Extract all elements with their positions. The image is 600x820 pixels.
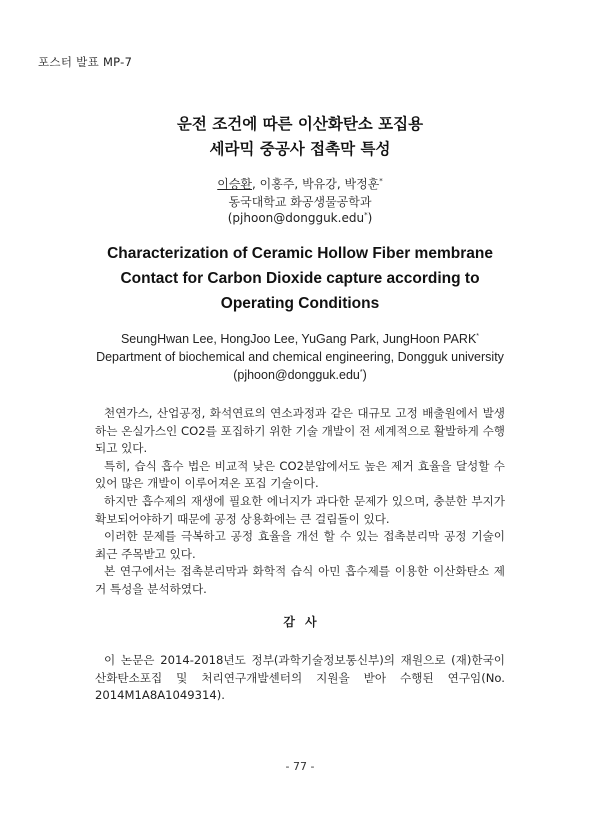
english-email-close: ) bbox=[362, 368, 367, 382]
english-corresponding-mark: * bbox=[476, 332, 480, 340]
page-number: - 77 - bbox=[285, 760, 315, 773]
abstract-paragraph: 천연가스, 산업공정, 화석연료의 연소과정과 같은 대규모 고정 배출원에서 발생하는 온실가스인 CO2를 포집하기 위한 기술 개발이 전 세계적으로 활발하게 수행되고 있다. bbox=[95, 406, 505, 456]
abstract-paragraph: 특히, 습식 흡수 법은 비교적 낮은 CO2분압에서도 높은 제거 효율을 달성할 수 있어 많은 개발이 이루어져온 포집 기술이다. bbox=[95, 458, 505, 491]
abstract-paragraph: 본 연구에서는 접촉분리막과 화학적 습식 아민 흡수제를 이용한 이산화탄소 제거 특성을 분석하였다. bbox=[95, 564, 505, 596]
korean-email bbox=[0, 211, 600, 225]
english-email bbox=[0, 368, 600, 382]
korean-title-line-2: 세라믹 중공사 접촉막 특성 bbox=[209, 140, 391, 158]
abstract-paragraph: 하지만 흡수제의 재생에 필요한 에너지가 과다한 문제가 있으며, 충분한 부지가 확보되어야하기 때문에 공정 상용화에는 큰 걸림돌이 있다. bbox=[95, 493, 505, 526]
acknowledgement-heading: 감사 bbox=[283, 615, 327, 629]
email-text: (pjhoon@dongguk.edu bbox=[227, 211, 365, 225]
abstract-body bbox=[95, 405, 505, 599]
english-email-text: (pjhoon@dongguk.edu bbox=[233, 368, 360, 382]
acknowledgement-paragraph: 이 논문은 2014-2018년도 정부(과학기술정보통신부)의 재원으로 (재)한국이산화탄소포집 및 처리연구개발센터의 지원을 받아 수행된 연구임(No. 2014M1A8A1049314). bbox=[95, 653, 505, 703]
presenting-author: 이승환 bbox=[217, 177, 253, 191]
korean-authors bbox=[0, 175, 600, 192]
korean-affiliation: 동국대학교 화공생물공학과 bbox=[228, 195, 372, 209]
corresponding-author-mark: * bbox=[379, 177, 383, 185]
english-title-line-2: Contact for Carbon Dioxide capture according to bbox=[120, 270, 480, 287]
acknowledgement-body bbox=[95, 652, 505, 705]
english-affiliation: Department of biochemical and chemical engineering, Dongguk university bbox=[96, 350, 504, 364]
korean-title-line-1: 운전 조건에 따른 이산화탄소 포집용 bbox=[176, 115, 424, 133]
email-mark: * bbox=[364, 211, 368, 219]
co-authors: , 이홍주, 박유강, 박정훈 bbox=[252, 177, 380, 191]
english-authors bbox=[0, 332, 600, 346]
english-title-line-3: Operating Conditions bbox=[220, 295, 380, 312]
english-title-line-1: Characterization of Ceramic Hollow Fiber membrane bbox=[107, 245, 493, 262]
poster-session-label: 포스터 발표 MP-7 bbox=[38, 55, 133, 69]
abstract-paragraph: 이러한 문제를 극복하고 공정 효율을 개선 할 수 있는 접촉분리막 공정 기술이 최근 주목받고 있다. bbox=[95, 529, 505, 561]
english-email-mark: * bbox=[359, 368, 363, 376]
english-author-names: SeungHwan Lee, HongJoo Lee, YuGang Park, JungHoon PARK bbox=[120, 332, 477, 346]
email-close: ) bbox=[367, 211, 373, 225]
